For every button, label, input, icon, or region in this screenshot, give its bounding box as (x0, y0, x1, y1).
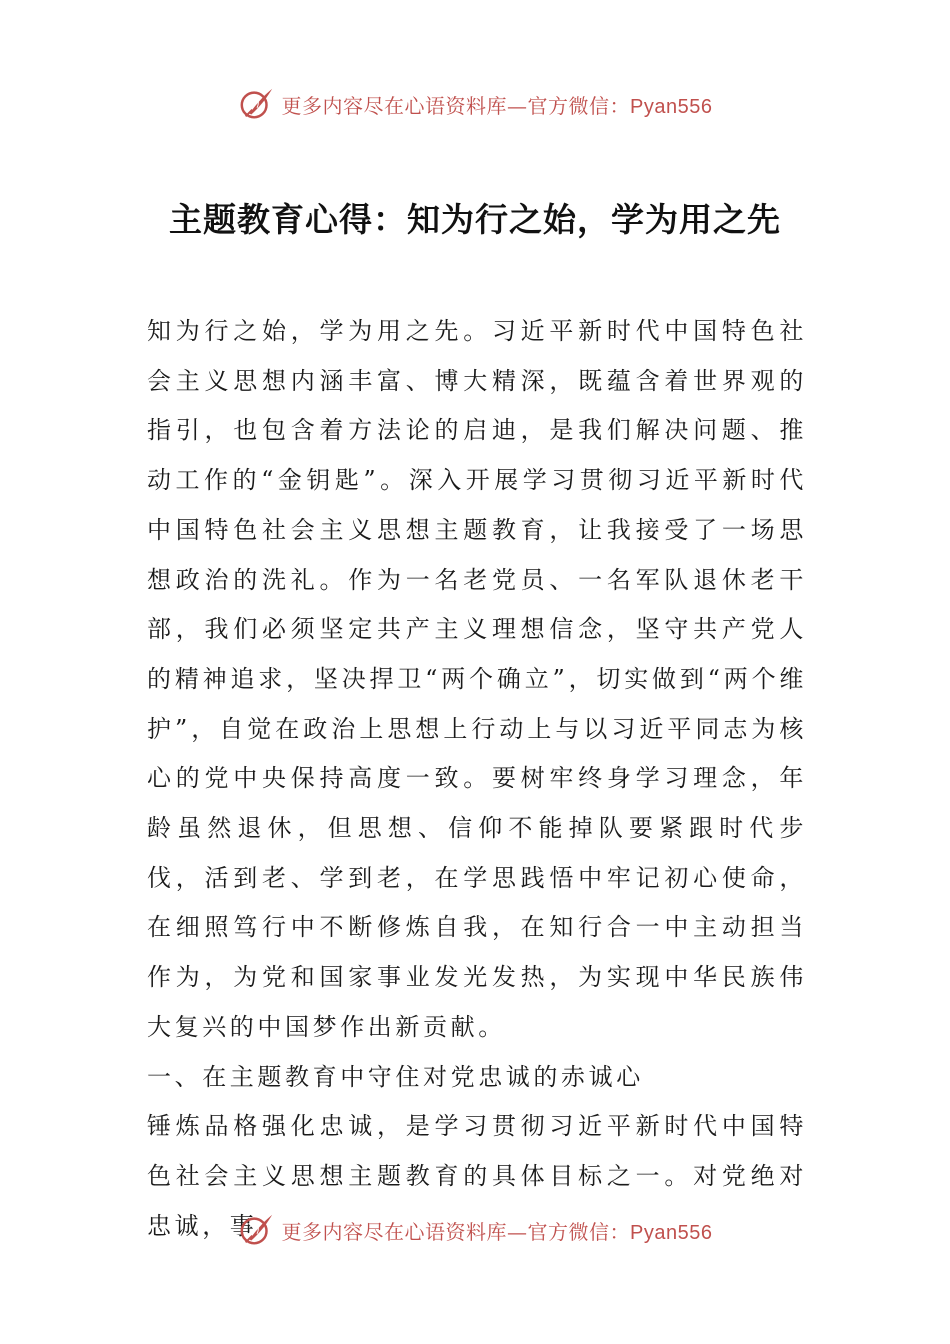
header-watermark-banner (0, 82, 950, 126)
document-title: 主题教育心得：知为行之始，学为用之先 (169, 200, 781, 240)
quill-pen-circle-icon (238, 85, 276, 123)
footer-watermark-banner (0, 1208, 950, 1252)
quill-pen-circle-icon (238, 1211, 276, 1249)
section-heading-1: 一、在主题教育中守住对党忠诚的赤诚心 (147, 1062, 644, 1091)
watermark-text: 更多内容尽在心语资料库—官方微信：Pyan556 (281, 93, 713, 118)
paragraph-intro: 知为行之始，学为用之先。习近平新时代中国特色社会主义思想内涵丰富、博大精深，既蕴含着世界观的指引，也包含着方法论的启迪，是我们解决问题、推动工作的“金钥匙”。深入开展学习贯彻习近平新时代中国特色社会主义思想主题教育，让我接受了一场思想政治的洗礼。作为一名老党员、一名军队退休老干部，我们必须坚定共产主义理想信念，坚守共产党人的精神追求，坚决捍卫“两个确立”，切实做到“两个维护”，自觉在政治上思想上行动上与以习近平同志为核心的党中央保持高度一致。要树牢终身学习理念，年龄虽然退休，但思想、信仰不能掉队要紧跟时代步伐，活到老、学到老，在学思践悟中牢记初心使命，在细照笃行中不断修炼自我，在知行合一中主动担当作为，为党和国家事业发光发热，为实现中华民族伟大复兴的中国梦作出新贡献。 (147, 317, 807, 1041)
watermark-text: 更多内容尽在心语资料库—官方微信：Pyan556 (281, 1219, 713, 1244)
wechat-id: Pyan556 (630, 95, 713, 118)
paragraph-section-1: 锤炼品格强化忠诚，是学习贯彻习近平新时代中国特色社会主义思想主题教育的具体目标之一。对党绝对忠诚，事 (147, 1112, 807, 1240)
wechat-id: Pyan556 (630, 1221, 713, 1244)
document-body (147, 307, 807, 1251)
